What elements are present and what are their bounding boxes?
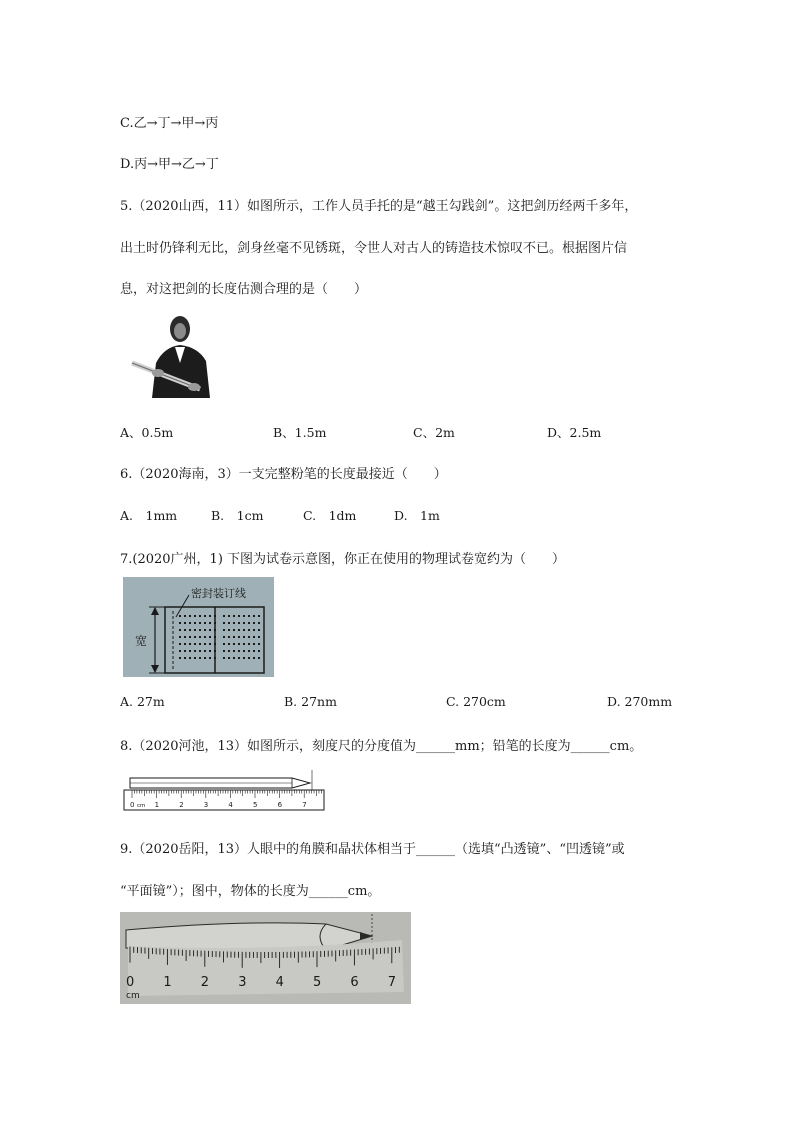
paper-dot (238, 629, 240, 631)
question-6: 6.（2020海南，3）一支完整粉笔的长度最接近（ ） (120, 467, 447, 482)
paper-dot (233, 643, 235, 645)
q7-option-d: D. 270mm (607, 694, 673, 709)
paper-dot (214, 636, 216, 638)
q5-option-d: D、2.5m (547, 425, 602, 440)
q6-option-b: B. 1cm (211, 508, 264, 523)
paper-dot (209, 650, 211, 652)
paper-dot (238, 650, 240, 652)
paper-dot (233, 636, 235, 638)
paper-dot (248, 615, 250, 617)
paper-dot (184, 622, 186, 624)
question-9-line-1: 9.（2020岳阳，13）人眼中的角膜和晶状体相当于______（选填“凸透镜”、“凹透镜”或 (120, 842, 625, 857)
paper-dot (228, 657, 230, 659)
paper-dot (248, 650, 250, 652)
ruler8-label-6: 6 (277, 801, 283, 809)
paper-dot (228, 629, 230, 631)
q5-option-b: B、1.5m (273, 425, 327, 440)
paper-dot (189, 636, 191, 638)
paper-dot (233, 650, 235, 652)
paper-dot (179, 629, 181, 631)
paper-dot (189, 622, 191, 624)
option-d-previous: D.丙→甲→乙→丁 (120, 157, 219, 172)
ruler9-label-1: 1 (163, 975, 172, 990)
paper-dot (243, 643, 245, 645)
paper-dot (204, 643, 206, 645)
paper-dot (223, 629, 225, 631)
paper-dot (189, 657, 191, 659)
paper-dot (204, 650, 206, 652)
option-c-previous: C.乙→丁→甲→丙 (120, 116, 219, 131)
ruler8-label-4: 4 (228, 801, 233, 809)
paper-dot (223, 636, 225, 638)
paper-dot (184, 629, 186, 631)
paper-dot (248, 622, 250, 624)
ruler8-label-7: 7 (302, 801, 307, 809)
q6-option-d: D. 1m (394, 508, 440, 523)
paper-dot (223, 657, 225, 659)
paper-dot (238, 657, 240, 659)
question-7: 7.(2020广州，1) 下图为试卷示意图，你正在使用的物理试卷宽约为（ ） (120, 552, 566, 567)
paper-dot (189, 615, 191, 617)
paper-dot (214, 622, 216, 624)
paper-dot (253, 643, 255, 645)
ruler8-label-0: 0 (130, 801, 135, 809)
paper-dot (248, 643, 250, 645)
paper-dot (184, 643, 186, 645)
paper-dot (189, 643, 191, 645)
question-5-line-3: 息，对这把剑的长度估测合理的是（ ） (120, 282, 368, 297)
q5-option-a: A、0.5m (120, 425, 174, 440)
paper-dot (209, 622, 211, 624)
paper-dot (199, 650, 201, 652)
ruler8-label-3: 3 (203, 801, 209, 809)
paper-dot (184, 615, 186, 617)
q5-option-c: C、2m (413, 425, 455, 440)
q7-option-b: B. 27nm (284, 694, 337, 709)
paper-dot (243, 650, 245, 652)
paper-dot (228, 622, 230, 624)
paper-dot (189, 650, 191, 652)
paper-dot (199, 636, 201, 638)
paper-dot (233, 657, 235, 659)
paper-dot (194, 650, 196, 652)
paper-dot (194, 615, 196, 617)
paper-dot (243, 615, 245, 617)
paper-dot (258, 622, 260, 624)
width-label: 宽 (135, 634, 148, 648)
paper-dot (179, 636, 181, 638)
paper-dot (248, 636, 250, 638)
ruler-object-q9 (120, 912, 411, 1008)
q7-option-c: C. 270cm (446, 694, 506, 709)
paper-dot (209, 615, 211, 617)
paper-dot (179, 657, 181, 659)
paper-dot (199, 643, 201, 645)
paper-dot (199, 615, 201, 617)
paper-dot (214, 657, 216, 659)
question-8: 8.（2020河池，13）如图所示，刻度尺的分度值为______mm；铅笔的长度为______cm。 (120, 739, 643, 754)
paper-dot (199, 622, 201, 624)
paper-dot (204, 636, 206, 638)
paper-dot (258, 643, 260, 645)
paper-dot (194, 657, 196, 659)
paper-dot (243, 629, 245, 631)
paper-dot (228, 643, 230, 645)
ruler8-label-1: 1 (154, 801, 160, 809)
ruler9-unit: cm (126, 991, 140, 1001)
exam-paper-diagram (123, 577, 274, 681)
paper-dot (209, 636, 211, 638)
paper-dot (253, 622, 255, 624)
paper-dot (179, 622, 181, 624)
paper-dot (238, 636, 240, 638)
paper-dot (258, 629, 260, 631)
paper-dot (214, 650, 216, 652)
paper-dot (233, 622, 235, 624)
paper-dot (204, 629, 206, 631)
paper-dot (253, 650, 255, 652)
paper-dot (194, 622, 196, 624)
ruler8-label-5: 5 (253, 801, 258, 809)
paper-dot (223, 615, 225, 617)
paper-dot (233, 629, 235, 631)
seal-line-label: 密封装订线 (191, 587, 246, 600)
paper-dot (248, 629, 250, 631)
paper-dot (253, 636, 255, 638)
ruler8-label-2: 2 (179, 801, 184, 809)
ruler8-unit: cm (137, 803, 146, 809)
paper-dot (223, 622, 225, 624)
paper-dot (253, 615, 255, 617)
paper-dot (194, 629, 196, 631)
ruler9-label-2: 2 (200, 975, 210, 990)
paper-dot (243, 622, 245, 624)
paper-dot (248, 657, 250, 659)
paper-dot (204, 615, 206, 617)
paper-dot (209, 629, 211, 631)
paper-dot (179, 615, 181, 617)
paper-dot (258, 615, 260, 617)
paper-dot (233, 615, 235, 617)
paper-dot (238, 643, 240, 645)
paper-dot (228, 615, 230, 617)
paper-dot (179, 643, 181, 645)
paper-dot (179, 650, 181, 652)
paper-dot (184, 650, 186, 652)
paper-dot (258, 657, 260, 659)
paper-dot (204, 657, 206, 659)
paper-dot (238, 622, 240, 624)
paper-dot (238, 615, 240, 617)
sword-photo (128, 313, 212, 405)
ruler-pencil-q8 (122, 768, 328, 816)
ruler9-label-3: 3 (238, 975, 247, 990)
paper-dot (223, 650, 225, 652)
paper-dot (199, 657, 201, 659)
paper-dot (204, 622, 206, 624)
ruler9-label-6: 6 (350, 975, 359, 990)
paper-dot (194, 643, 196, 645)
question-5-line-1: 5.（2020山西，11）如图所示，工作人员手托的是“越王勾践剑”。这把剑历经两千多年， (120, 199, 638, 214)
question-5-line-2: 出土时仍锋利无比，剑身丝毫不见锈斑，令世人对古人的铸造技术惊叹不已。根据图片信 (120, 241, 628, 256)
q6-option-a: A. 1mm (120, 508, 178, 523)
paper-dot (253, 657, 255, 659)
paper-dot (243, 636, 245, 638)
paper-dot (253, 629, 255, 631)
q6-option-c: C. 1dm (303, 508, 357, 523)
ruler9-label-7: 7 (387, 975, 397, 990)
paper-dot (184, 636, 186, 638)
question-9-line-2: “平面镜”）；图中，物体的长度为______cm。 (120, 884, 381, 899)
paper-dot (258, 636, 260, 638)
paper-dot (184, 657, 186, 659)
ruler9-label-4: 4 (275, 975, 284, 990)
paper-dot (214, 643, 216, 645)
paper-dot (214, 629, 216, 631)
paper-dot (194, 636, 196, 638)
paper-dot (228, 636, 230, 638)
paper-dot (223, 643, 225, 645)
paper-dot (258, 650, 260, 652)
paper-dot (228, 650, 230, 652)
paper-dot (209, 657, 211, 659)
paper-dot (199, 629, 201, 631)
paper-dot (209, 643, 211, 645)
paper-dot (243, 657, 245, 659)
ruler9-label-0: 0 (126, 975, 135, 990)
q7-option-a: A. 27m (120, 694, 165, 709)
ruler9-label-5: 5 (313, 975, 322, 990)
paper-dot (214, 615, 216, 617)
paper-dot (189, 629, 191, 631)
